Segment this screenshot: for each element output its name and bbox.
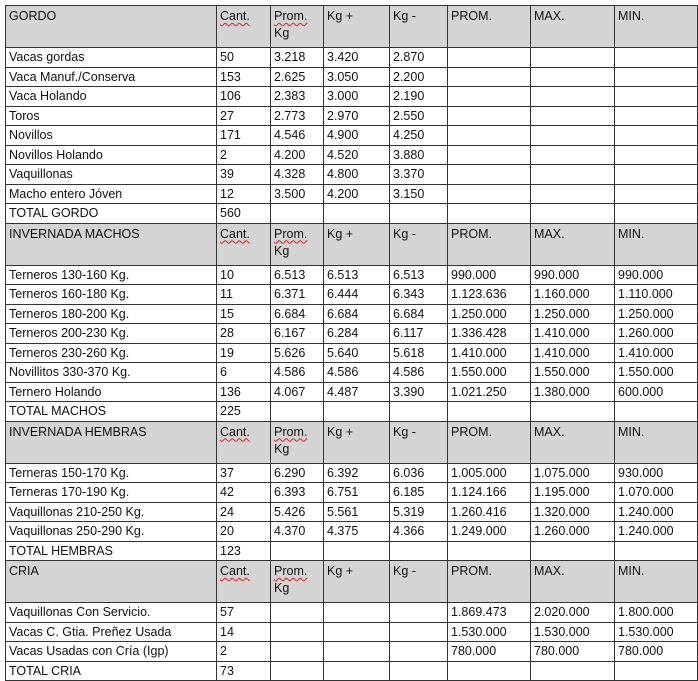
column-header: Kg + <box>324 6 390 48</box>
cell-value <box>615 106 698 126</box>
column-header: MIN. <box>615 223 698 265</box>
table-row <box>6 48 698 68</box>
column-header: Prom. Kg <box>271 6 324 48</box>
table-row <box>6 603 698 623</box>
row-label: Macho entero Jóven <box>6 184 217 204</box>
cell-value: 50 <box>217 48 271 68</box>
cell-value: 42 <box>217 483 271 503</box>
cell-value: 1.550.000 <box>615 363 698 383</box>
cell-value: 28 <box>217 324 271 344</box>
column-header: MIN. <box>615 561 698 603</box>
cell-value: 1.410.000 <box>531 343 615 363</box>
total-row <box>6 541 698 561</box>
cell-value <box>271 642 324 662</box>
cell-value: 6.167 <box>271 324 324 344</box>
cell-value: 1.005.000 <box>448 463 531 483</box>
cell-value: 20 <box>217 522 271 542</box>
table-row <box>6 265 698 285</box>
cell-value: 4.586 <box>271 363 324 383</box>
column-header: MAX. <box>531 6 615 48</box>
cell-value: 3.150 <box>390 184 448 204</box>
cell-value <box>324 642 390 662</box>
row-label: Terneros 130-160 Kg. <box>6 265 217 285</box>
column-header: Kg - <box>390 223 448 265</box>
column-header: Cant. <box>217 223 271 265</box>
column-header: MAX. <box>531 561 615 603</box>
cell-value: 10 <box>217 265 271 285</box>
cell-value: 4.200 <box>271 145 324 165</box>
cell-value: 990.000 <box>531 265 615 285</box>
cell-value <box>448 106 531 126</box>
empty-cell <box>615 402 698 422</box>
empty-cell <box>271 402 324 422</box>
empty-cell <box>531 204 615 224</box>
cell-value: 153 <box>217 67 271 87</box>
cell-value: 106 <box>217 87 271 107</box>
cell-value: 19 <box>217 343 271 363</box>
cell-value: 6.343 <box>390 285 448 305</box>
table-row <box>6 343 698 363</box>
table-row <box>6 324 698 344</box>
cell-value: 3.370 <box>390 165 448 185</box>
cell-value <box>531 184 615 204</box>
row-label: Terneros 200-230 Kg. <box>6 324 217 344</box>
row-label: Terneros 180-200 Kg. <box>6 304 217 324</box>
cell-value: 2 <box>217 145 271 165</box>
column-header: Prom. Kg <box>271 421 324 463</box>
cell-value: 37 <box>217 463 271 483</box>
cell-value: 1.869.473 <box>448 603 531 623</box>
cell-value: 6.444 <box>324 285 390 305</box>
total-value: 73 <box>217 661 271 681</box>
row-label: Terneros 160-180 Kg. <box>6 285 217 305</box>
cell-value <box>531 165 615 185</box>
empty-cell <box>390 204 448 224</box>
cell-value: 1.260.000 <box>531 522 615 542</box>
empty-cell <box>324 402 390 422</box>
column-header: Cant. <box>217 421 271 463</box>
column-header: Kg - <box>390 6 448 48</box>
column-header: Cant. <box>217 561 271 603</box>
total-row <box>6 402 698 422</box>
row-label: Terneros 230-260 Kg. <box>6 343 217 363</box>
cell-value: 1.410.000 <box>531 324 615 344</box>
cell-value: 6.371 <box>271 285 324 305</box>
total-label: TOTAL HEMBRAS <box>6 541 217 561</box>
cell-value <box>615 145 698 165</box>
cell-value: 6.684 <box>390 304 448 324</box>
cell-value: 1.410.000 <box>615 343 698 363</box>
cell-value: 27 <box>217 106 271 126</box>
cell-value <box>324 603 390 623</box>
cell-value: 2.200 <box>390 67 448 87</box>
cell-value: 15 <box>217 304 271 324</box>
empty-cell <box>271 204 324 224</box>
cell-value: 780.000 <box>448 642 531 662</box>
cell-value: 1.530.000 <box>531 622 615 642</box>
row-label: Novillitos 330-370 Kg. <box>6 363 217 383</box>
cell-value <box>615 48 698 68</box>
cell-value: 2.773 <box>271 106 324 126</box>
cell-value <box>531 87 615 107</box>
empty-cell <box>615 204 698 224</box>
empty-cell <box>615 541 698 561</box>
table-row <box>6 67 698 87</box>
cell-value: 2.970 <box>324 106 390 126</box>
row-label: Terneras 150-170 Kg. <box>6 463 217 483</box>
cell-value <box>615 165 698 185</box>
cell-value <box>531 67 615 87</box>
cell-value: 1.195.000 <box>531 483 615 503</box>
column-header: MIN. <box>615 6 698 48</box>
cell-value: 12 <box>217 184 271 204</box>
section-header <box>6 421 698 463</box>
section-header <box>6 561 698 603</box>
cell-value: 1.530.000 <box>615 622 698 642</box>
empty-cell <box>531 661 615 681</box>
row-label: Vaquillonas 250-290 Kg. <box>6 522 217 542</box>
cell-value: 6.284 <box>324 324 390 344</box>
cell-value: 136 <box>217 382 271 402</box>
row-label: Novillos <box>6 126 217 146</box>
table-row <box>6 106 698 126</box>
table-row <box>6 165 698 185</box>
column-header: MIN. <box>615 421 698 463</box>
column-header: Kg - <box>390 421 448 463</box>
cell-value <box>271 622 324 642</box>
row-label: Vacas C. Gtia. Preñez Usada <box>6 622 217 642</box>
table-row <box>6 483 698 503</box>
cell-value: 1.075.000 <box>531 463 615 483</box>
cell-value: 6.117 <box>390 324 448 344</box>
cell-value: 1.110.000 <box>615 285 698 305</box>
table-row <box>6 463 698 483</box>
empty-cell <box>390 402 448 422</box>
table-row <box>6 382 698 402</box>
cell-value: 4.586 <box>324 363 390 383</box>
empty-cell <box>531 541 615 561</box>
cell-value: 4.375 <box>324 522 390 542</box>
cell-value <box>448 48 531 68</box>
row-label: Vaquillonas 210-250 Kg. <box>6 502 217 522</box>
cell-value: 171 <box>217 126 271 146</box>
cell-value <box>448 165 531 185</box>
cell-value: 4.487 <box>324 382 390 402</box>
cell-value: 5.561 <box>324 502 390 522</box>
cell-value: 6.185 <box>390 483 448 503</box>
empty-cell <box>390 661 448 681</box>
cell-value: 2.550 <box>390 106 448 126</box>
column-header: Prom. Kg <box>271 561 324 603</box>
column-header: Kg + <box>324 223 390 265</box>
cell-value: 5.640 <box>324 343 390 363</box>
cell-value: 1.550.000 <box>531 363 615 383</box>
cell-value <box>448 145 531 165</box>
cell-value: 4.900 <box>324 126 390 146</box>
cell-value: 57 <box>217 603 271 623</box>
cell-value <box>448 184 531 204</box>
cell-value: 1.336.428 <box>448 324 531 344</box>
cell-value: 2.870 <box>390 48 448 68</box>
cell-value: 780.000 <box>531 642 615 662</box>
livestock-price-table <box>5 5 698 681</box>
cell-value <box>448 87 531 107</box>
cell-value: 3.880 <box>390 145 448 165</box>
column-header: PROM. <box>448 421 531 463</box>
cell-value: 990.000 <box>448 265 531 285</box>
row-label: Vacas gordas <box>6 48 217 68</box>
cell-value: 4.520 <box>324 145 390 165</box>
cell-value: 1.380.000 <box>531 382 615 402</box>
cell-value: 14 <box>217 622 271 642</box>
cell-value <box>615 184 698 204</box>
column-header: MAX. <box>531 421 615 463</box>
cell-value: 4.200 <box>324 184 390 204</box>
cell-value <box>615 87 698 107</box>
cell-value: 6.751 <box>324 483 390 503</box>
cell-value: 6.290 <box>271 463 324 483</box>
cell-value <box>390 642 448 662</box>
cell-value: 3.420 <box>324 48 390 68</box>
cell-value <box>615 126 698 146</box>
empty-cell <box>448 204 531 224</box>
cell-value <box>448 67 531 87</box>
cell-value: 1.260.416 <box>448 502 531 522</box>
cell-value: 2.625 <box>271 67 324 87</box>
cell-value <box>324 622 390 642</box>
cell-value: 3.218 <box>271 48 324 68</box>
cell-value <box>531 106 615 126</box>
empty-cell <box>448 661 531 681</box>
cell-value: 1.530.000 <box>448 622 531 642</box>
cell-value: 4.067 <box>271 382 324 402</box>
cell-value: 2 <box>217 642 271 662</box>
cell-value: 6.513 <box>390 265 448 285</box>
total-label: TOTAL GORDO <box>6 204 217 224</box>
cell-value <box>531 48 615 68</box>
row-label: Toros <box>6 106 217 126</box>
total-row <box>6 204 698 224</box>
section-title: INVERNADA MACHOS <box>6 223 217 265</box>
cell-value: 1.160.000 <box>531 285 615 305</box>
cell-value: 4.370 <box>271 522 324 542</box>
cell-value: 990.000 <box>615 265 698 285</box>
table-row <box>6 363 698 383</box>
cell-value: 6.513 <box>271 265 324 285</box>
column-header: PROM. <box>448 6 531 48</box>
row-label: Vaca Holando <box>6 87 217 107</box>
column-header: MAX. <box>531 223 615 265</box>
cell-value <box>271 603 324 623</box>
cell-value: 3.000 <box>324 87 390 107</box>
total-value: 123 <box>217 541 271 561</box>
section-header <box>6 6 698 48</box>
cell-value: 5.626 <box>271 343 324 363</box>
row-label: Vacas Usadas con Cría (Igp) <box>6 642 217 662</box>
table-row <box>6 522 698 542</box>
cell-value: 6 <box>217 363 271 383</box>
cell-value <box>531 145 615 165</box>
table-row <box>6 622 698 642</box>
cell-value <box>448 126 531 146</box>
table-row <box>6 642 698 662</box>
column-header: Cant. <box>217 6 271 48</box>
column-header: Kg - <box>390 561 448 603</box>
cell-value: 1.070.000 <box>615 483 698 503</box>
empty-cell <box>324 541 390 561</box>
table-row <box>6 184 698 204</box>
cell-value: 5.618 <box>390 343 448 363</box>
row-label: Vaquillonas <box>6 165 217 185</box>
column-header: PROM. <box>448 223 531 265</box>
cell-value <box>615 67 698 87</box>
row-label: Vaca Manuf./Conserva <box>6 67 217 87</box>
section-header <box>6 223 698 265</box>
cell-value: 6.684 <box>271 304 324 324</box>
cell-value: 3.500 <box>271 184 324 204</box>
cell-value: 5.319 <box>390 502 448 522</box>
cell-value: 1.250.000 <box>531 304 615 324</box>
empty-cell <box>448 541 531 561</box>
cell-value: 2.383 <box>271 87 324 107</box>
total-value: 225 <box>217 402 271 422</box>
cell-value: 930.000 <box>615 463 698 483</box>
cell-value: 1.123.636 <box>448 285 531 305</box>
cell-value: 11 <box>217 285 271 305</box>
row-label: Novillos Holando <box>6 145 217 165</box>
cell-value: 1.320.000 <box>531 502 615 522</box>
cell-value: 6.036 <box>390 463 448 483</box>
row-label: Vaquillonas Con Servicio. <box>6 603 217 623</box>
cell-value: 2.190 <box>390 87 448 107</box>
cell-value: 4.328 <box>271 165 324 185</box>
section-title: CRIA <box>6 561 217 603</box>
table-row <box>6 304 698 324</box>
cell-value: 6.392 <box>324 463 390 483</box>
row-label: Ternero Holando <box>6 382 217 402</box>
cell-value: 1.250.000 <box>448 304 531 324</box>
cell-value: 24 <box>217 502 271 522</box>
cell-value: 1.124.166 <box>448 483 531 503</box>
cell-value: 1.410.000 <box>448 343 531 363</box>
total-label: TOTAL MACHOS <box>6 402 217 422</box>
total-row <box>6 661 698 681</box>
empty-cell <box>324 204 390 224</box>
empty-cell <box>390 541 448 561</box>
cell-value: 1.240.000 <box>615 522 698 542</box>
cell-value: 780.000 <box>615 642 698 662</box>
cell-value: 600.000 <box>615 382 698 402</box>
empty-cell <box>615 661 698 681</box>
cell-value: 4.800 <box>324 165 390 185</box>
row-label: Terneras 170-190 Kg. <box>6 483 217 503</box>
cell-value: 6.393 <box>271 483 324 503</box>
column-header: PROM. <box>448 561 531 603</box>
cell-value: 1.240.000 <box>615 502 698 522</box>
cell-value <box>390 603 448 623</box>
table-row <box>6 87 698 107</box>
total-value: 560 <box>217 204 271 224</box>
empty-cell <box>448 402 531 422</box>
table-row <box>6 502 698 522</box>
section-title: INVERNADA HEMBRAS <box>6 421 217 463</box>
table-row <box>6 285 698 305</box>
cell-value: 1.260.000 <box>615 324 698 344</box>
cell-value: 5.426 <box>271 502 324 522</box>
cell-value <box>390 622 448 642</box>
empty-cell <box>271 661 324 681</box>
cell-value: 3.390 <box>390 382 448 402</box>
cell-value: 6.513 <box>324 265 390 285</box>
empty-cell <box>531 402 615 422</box>
cell-value: 1.550.000 <box>448 363 531 383</box>
cell-value: 1.249.000 <box>448 522 531 542</box>
empty-cell <box>324 661 390 681</box>
cell-value: 2.020.000 <box>531 603 615 623</box>
cell-value: 1.800.000 <box>615 603 698 623</box>
cell-value: 6.684 <box>324 304 390 324</box>
table-row <box>6 145 698 165</box>
cell-value: 4.250 <box>390 126 448 146</box>
column-header: Kg + <box>324 421 390 463</box>
cell-value: 1.250.000 <box>615 304 698 324</box>
table-row <box>6 126 698 146</box>
cell-value: 3.050 <box>324 67 390 87</box>
cell-value: 4.366 <box>390 522 448 542</box>
section-title: GORDO <box>6 6 217 48</box>
column-header: Kg + <box>324 561 390 603</box>
cell-value: 4.546 <box>271 126 324 146</box>
cell-value: 39 <box>217 165 271 185</box>
empty-cell <box>271 541 324 561</box>
total-label: TOTAL CRIA <box>6 661 217 681</box>
cell-value: 4.586 <box>390 363 448 383</box>
column-header: Prom. Kg <box>271 223 324 265</box>
cell-value <box>531 126 615 146</box>
cell-value: 1.021.250 <box>448 382 531 402</box>
